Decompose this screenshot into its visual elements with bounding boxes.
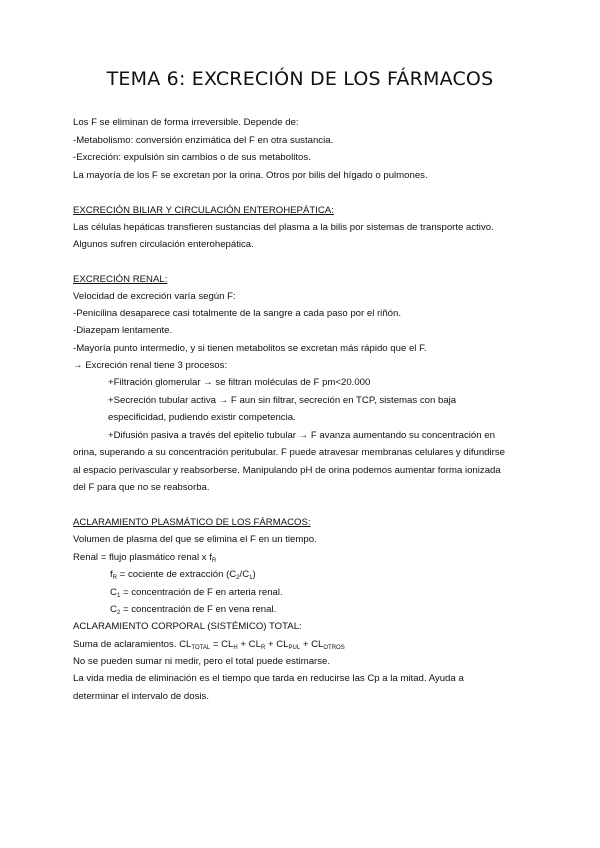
biliar-line: Algunos sufren circulación enterohepática. — [73, 239, 254, 250]
renal-process-cont: al espacio perivascular y reabsorberse. Manipulando pH de orina podemos aumentar forma ionizada — [73, 465, 501, 476]
renal-heading: EXCRECIÓN RENAL: — [73, 274, 168, 285]
renal-process-cont: especificidad, pudiendo existir competencia. — [108, 412, 296, 423]
c2-definition: $C_2$ = concentración de F en vena renal. — [110, 604, 277, 616]
renal-process: +Difusión pasiva a través del epitelio tubular → F avanza aumentando su concentración en — [108, 430, 495, 441]
aclaramiento-def: Volumen de plasma del que se elimina el F en un tiempo. — [73, 534, 317, 545]
aclaramiento-heading: ACLARAMIENTO PLASMÁTICO DE LOS FÁRMACOS: — [73, 517, 311, 528]
biliar-line: Las células hepáticas transfieren sustancias del plasma a la bilis por sistemas de transporte activo. — [73, 222, 494, 233]
renal-line: Velocidad de excreción varía según F: — [73, 291, 236, 302]
renal-line: → Excreción renal tiene 3 procesos: — [73, 360, 228, 371]
intro-line: Los F se eliminan de forma irreversible. Depende de: — [73, 117, 299, 128]
aclaramiento-line: No se pueden sumar ni medir, pero el total puede estimarse. — [73, 656, 331, 667]
intro-line: La mayoría de los F se excretan por la orina. Otros por bilis del hígado o pulmones. — [73, 170, 428, 181]
renal-line: -Penicilina desaparece casi totalmente de la sangre a cada paso por el riñón. — [73, 308, 401, 319]
renal-process-cont: del F para que no se reabsorba. — [73, 482, 210, 493]
page-title: TEMA 6: EXCRECIÓN DE LOS FÁRMACOS — [106, 68, 494, 90]
renal-line: -Diazepam lentamente. — [73, 325, 173, 336]
c1-definition: $C_1$ = concentración de F en arteria renal. — [110, 587, 283, 599]
biliar-heading: EXCRECIÓN BILIAR Y CIRCULACIÓN ENTEROHEPÁTICA: — [73, 205, 334, 216]
renal-process: +Secreción tubular activa → F aun sin filtrar, secreción en TCP, sistemas con baja — [108, 395, 457, 406]
renal-line: -Mayoría punto intermedio, y si tienen metabolitos se excretan más rápido que el F. — [73, 343, 427, 354]
aclaramiento-line: determinar el intervalo de dosis. — [73, 691, 209, 702]
aclaramiento-line: La vida media de eliminación es el tiempo que tarda en reducirse las Cp a la mitad. Ayuda a — [73, 673, 464, 684]
intro-line: -Excreción: expulsión sin cambios o de sus metabolitos. — [73, 152, 311, 163]
suma-formula: Suma de aclaramientos. $CL_{TOTAL} = CL_H + CL_R + CL_{PUL} + CL_{OTROS}$ — [73, 639, 345, 651]
intro-line: -Metabolismo: conversión enzimática del F en otra sustancia. — [73, 135, 334, 146]
renal-formula: Renal = flujo plasmático renal x $f_R$ — [73, 552, 217, 564]
corporal-heading: ACLARAMIENTO CORPORAL (SISTÉMICO) TOTAL: — [73, 621, 302, 632]
renal-process-cont: orina, superando a su concentración peritubular. F puede atravesar membranas celulares y difundirse — [73, 447, 505, 458]
renal-process: +Filtración glomerular → se filtran moléculas de F pm<20.000 — [108, 377, 371, 388]
fr-definition: $f_R$ = cociente de extracción $(C_2/C_1)$ — [110, 569, 256, 581]
